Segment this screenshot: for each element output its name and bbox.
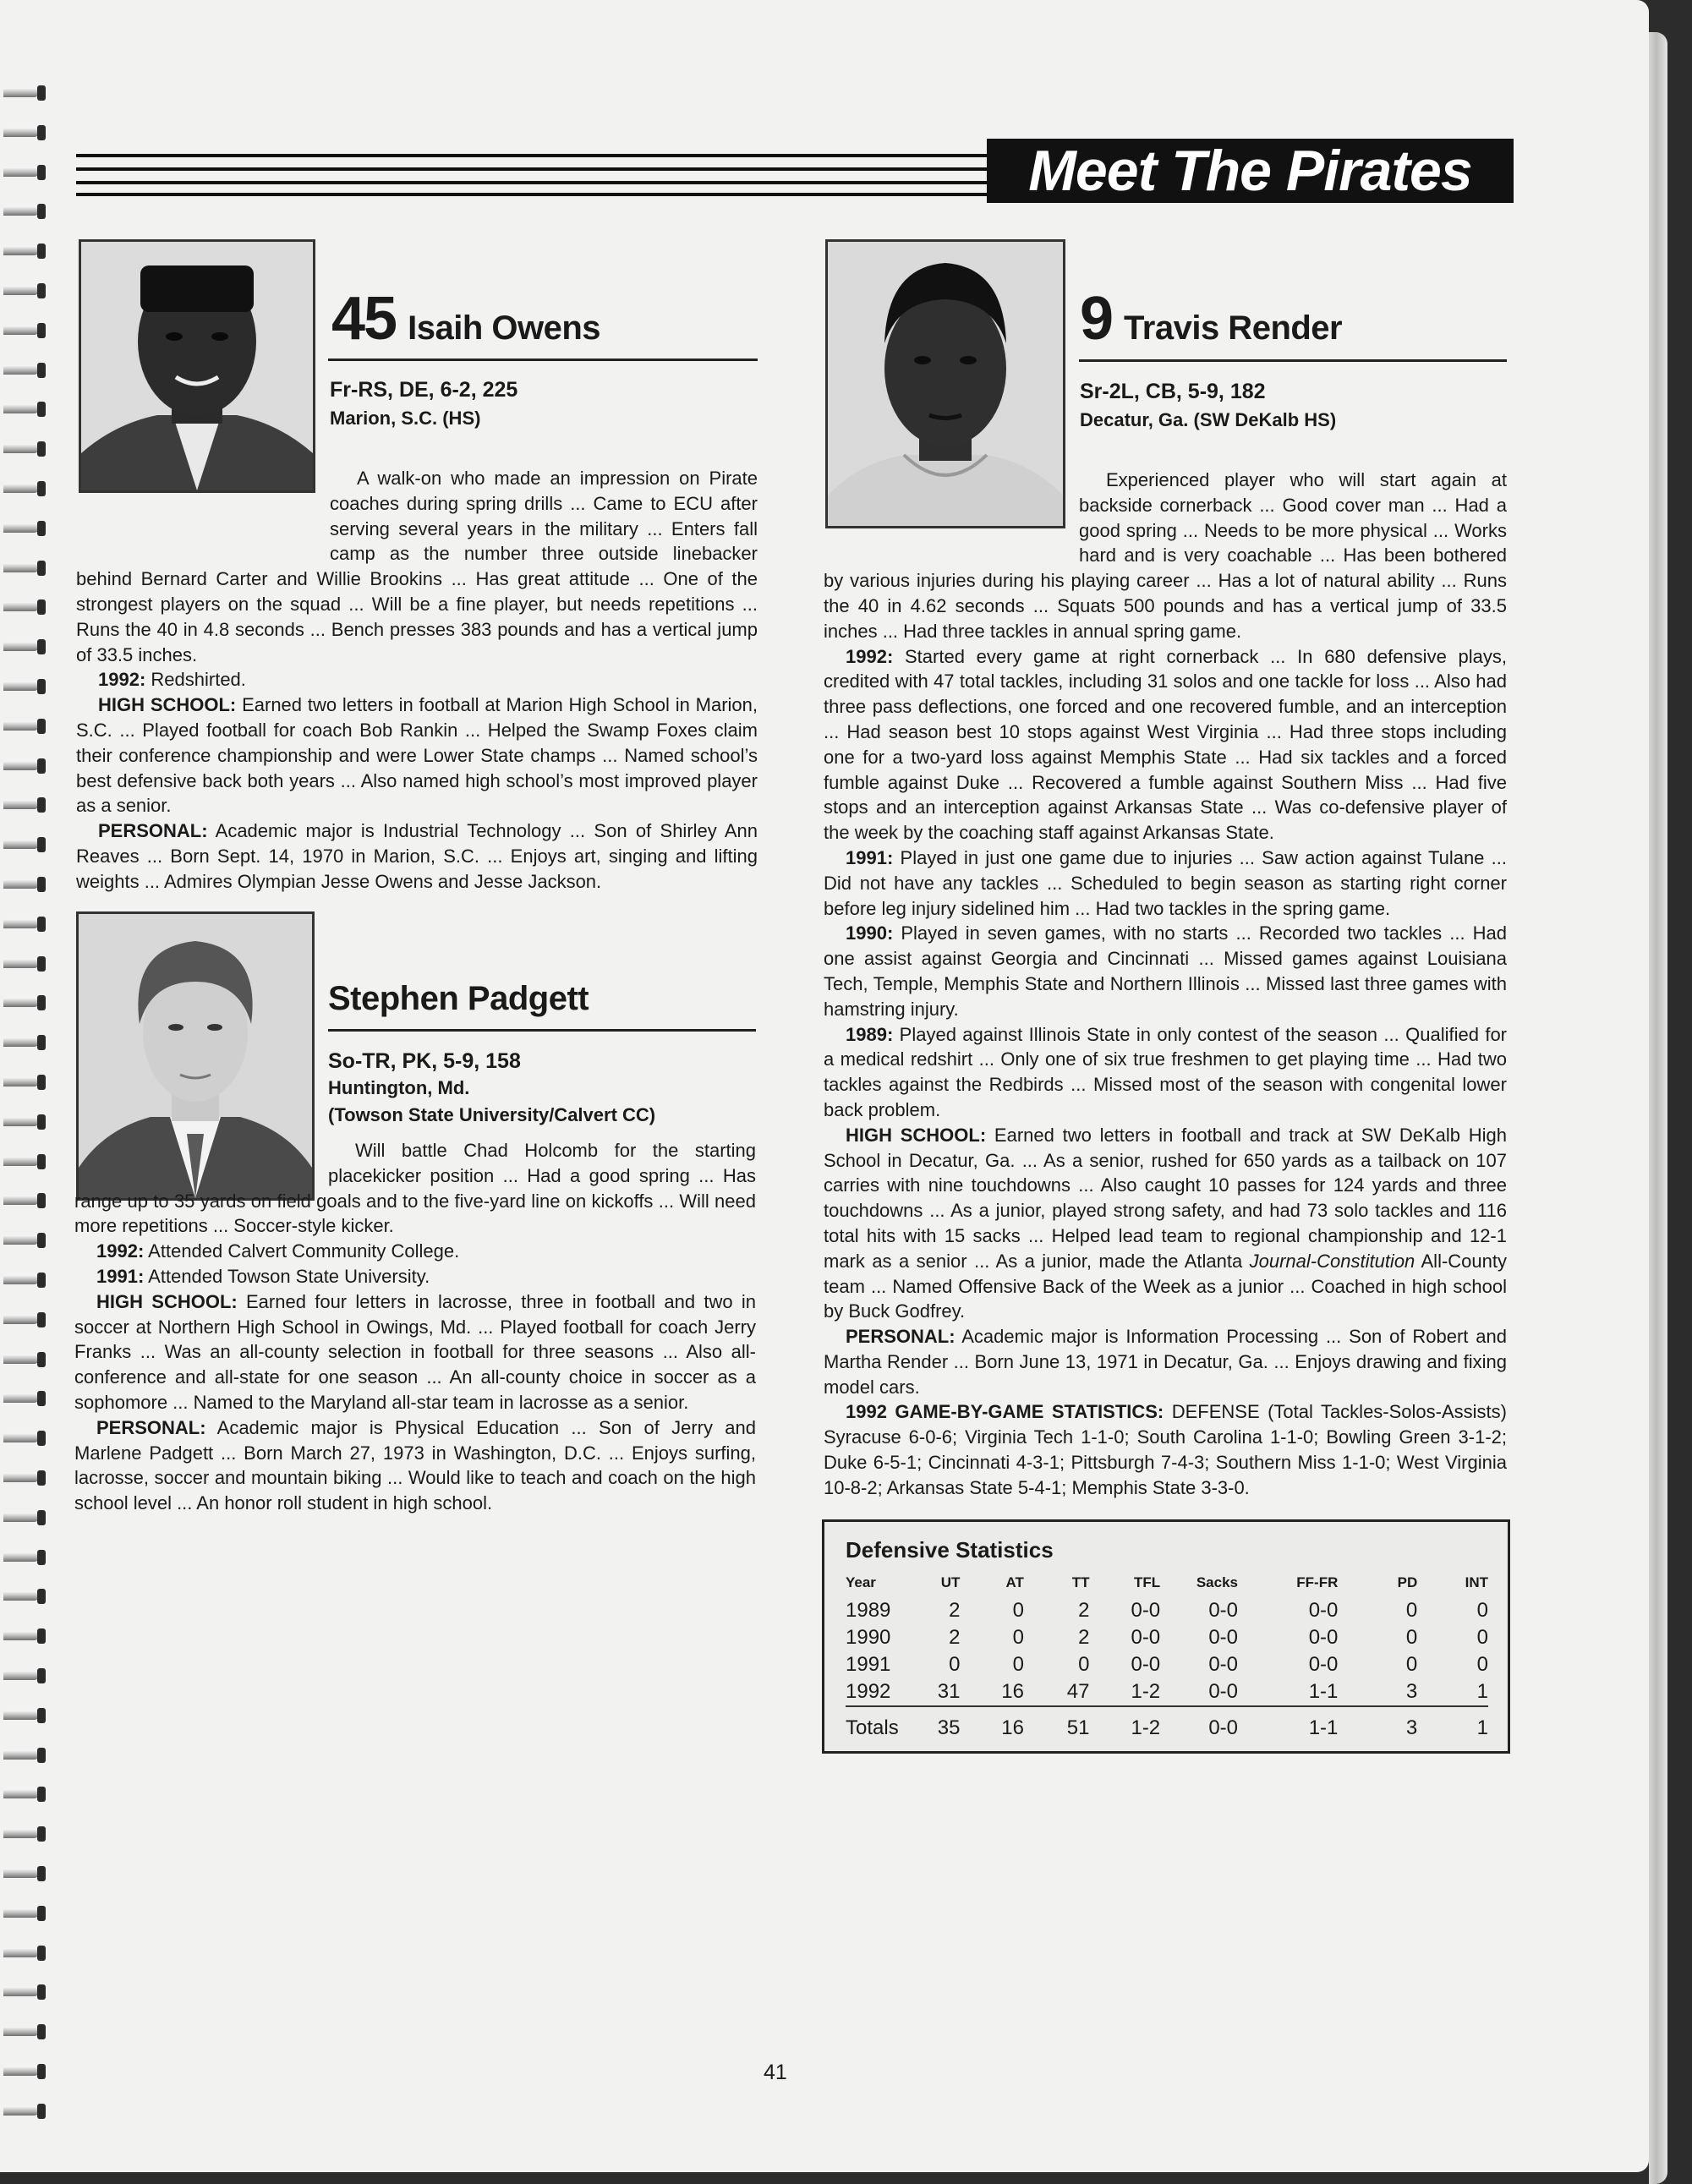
stat-cell: 0-0 bbox=[1308, 1653, 1339, 1676]
hometown: Huntington, Md. bbox=[328, 1077, 470, 1098]
row-label: 1990 bbox=[846, 1626, 891, 1649]
column-header: AT bbox=[1005, 1574, 1024, 1590]
bio-text: Academic major is Physical Education ... Son of Jerry and Marlene Padgett ... Born March 27, 1973 in Washington, D.C. ... Enjoys surfing, lacrosse, soccer and mountain biking ... Would like to teach and coach on the high school level ... An honor roll student in high school. bbox=[74, 1416, 756, 1514]
stat-cell: 1-1 bbox=[1308, 1716, 1339, 1739]
player-meta-padgett bbox=[328, 1048, 655, 1129]
spiral-binding bbox=[0, 0, 51, 2172]
binding-coil bbox=[3, 1430, 42, 1450]
stat-cell: 31 bbox=[900, 1678, 960, 1706]
player-meta-owens bbox=[330, 375, 517, 433]
stat-cell: 16 bbox=[1001, 1716, 1024, 1739]
page-edge bbox=[1649, 32, 1667, 2184]
stat-cell: 0-0 bbox=[1208, 1626, 1238, 1649]
binding-coil bbox=[3, 243, 42, 263]
stat-cell: 2 bbox=[949, 1626, 961, 1649]
stat-cell: 51 bbox=[1066, 1716, 1090, 1739]
column-header: Sacks bbox=[1196, 1574, 1238, 1590]
stat-cell: 3 bbox=[1338, 1678, 1417, 1706]
bio-label: 1990: bbox=[846, 922, 894, 944]
name-rule bbox=[1079, 359, 1507, 362]
binding-coil bbox=[3, 2023, 42, 2044]
stat-cell: 0-0 bbox=[1208, 1653, 1238, 1676]
stats-row bbox=[846, 1678, 1488, 1706]
binding-coil bbox=[3, 1192, 42, 1212]
player-bio-padgett bbox=[74, 1138, 756, 1516]
column-header: INT bbox=[1465, 1574, 1488, 1590]
stat-cell: 0 bbox=[1476, 1599, 1488, 1622]
bio-text-italic: Journal-Constitution bbox=[1249, 1250, 1415, 1272]
stat-cell: 0-0 bbox=[1131, 1653, 1161, 1676]
bio-label: 1991: bbox=[846, 846, 894, 868]
bio-intro: A walk-on who made an impression on Pirate coaches during spring drills ... Came to ECU after serving several years in the military ... Enters fall camp as the number three outside linebacker behind Bernard Carter and Willie Brookins ... Has great attitude ... One of the strongest players on the squad ... Will be a fine player, but needs repetitions ... Runs the 40 in 4.8 seconds ... Bench presses 383 pounds and has a vertical jump of 33.5 inches. bbox=[76, 468, 758, 665]
player-photo-owens bbox=[79, 239, 315, 493]
binding-coil bbox=[3, 1272, 42, 1292]
stats-row bbox=[846, 1651, 1488, 1678]
section-title: Meet The Pirates bbox=[987, 139, 1514, 203]
bio-text: Played in seven games, with no starts ... Recorded two tackles ... Had one assist against Georgia and Cincinnati ... Missed games against Louisiana Tech, Temple, Memphis State and Northern Illinois ... Missed last three games with hamstring injury. bbox=[824, 922, 1507, 1020]
binding-coil bbox=[3, 955, 42, 976]
row-label: Totals bbox=[846, 1716, 899, 1739]
stat-cell: 0 bbox=[1078, 1653, 1090, 1676]
column-header: TFL bbox=[1134, 1574, 1161, 1590]
binding-coil bbox=[3, 1588, 42, 1608]
binding-coil bbox=[3, 1628, 42, 1648]
player-meta-render bbox=[1080, 377, 1336, 435]
binding-coil bbox=[3, 203, 42, 223]
stat-cell: 0 bbox=[1012, 1599, 1024, 1622]
binding-coil bbox=[3, 2103, 42, 2123]
stat-cell: 0 bbox=[1405, 1626, 1418, 1649]
row-label: 1991 bbox=[846, 1653, 891, 1676]
binding-coil bbox=[3, 994, 42, 1015]
bio-label: HIGH SCHOOL: bbox=[846, 1124, 987, 1146]
name-rule bbox=[328, 359, 758, 361]
stat-cell: 0 bbox=[1405, 1599, 1418, 1622]
jersey-number: 45 bbox=[331, 285, 397, 353]
position-line: Sr-2L, CB, 5-9, 182 bbox=[1080, 380, 1266, 403]
stat-cell: 1-2 bbox=[1089, 1678, 1160, 1706]
binding-coil bbox=[3, 401, 42, 421]
stat-cell: 35 bbox=[937, 1716, 961, 1739]
bio-label: 1992 GAME-BY-GAME STATISTICS: bbox=[846, 1401, 1164, 1423]
bio-label: HIGH SCHOOL: bbox=[98, 694, 237, 716]
stat-cell: 0-0 bbox=[1308, 1626, 1339, 1649]
page-number: 41 bbox=[764, 2061, 787, 2084]
stat-cell: 0 bbox=[1012, 1653, 1024, 1676]
binding-coil bbox=[3, 678, 42, 698]
stat-cell: 0 bbox=[1476, 1653, 1488, 1676]
stats-totals-row bbox=[846, 1706, 1488, 1743]
bio-text: Earned two letters in football at Marion High School in Marion, S.C. ... Played football for coach Bob Rankin ... Helped the Swamp Foxes claim their conference championship and were Lower State champs ... Named school’s best defensive back both years ... Also named high school’s most improved player as a senior. bbox=[76, 694, 758, 817]
player-name-block-padgett bbox=[328, 980, 589, 1018]
stat-cell: 1-2 bbox=[1131, 1716, 1161, 1739]
binding-coil bbox=[3, 1786, 42, 1806]
stat-cell: 0 bbox=[949, 1653, 961, 1676]
stat-cell: 0-0 bbox=[1131, 1626, 1161, 1649]
stat-cell: 2 bbox=[949, 1599, 961, 1622]
binding-coil bbox=[3, 876, 42, 896]
binding-coil bbox=[3, 1351, 42, 1371]
binding-coil bbox=[3, 1667, 42, 1688]
player-portrait-icon bbox=[81, 242, 313, 490]
bio-text: DEFENSE (Total Tackles-Solos-Assists) Syracuse 6-0-6; Virginia Tech 1-1-0; South Carolina 1-1-0; Bowling Green 3-1-2; Duke 6-5-1; Cincinnati 4-3-1; Pittsburgh 7-4-3; Southern Miss 1-1-0; West Virginia 10-8-2; Arkansas State 5-4-1; Memphis State 3-3-0. bbox=[824, 1401, 1507, 1498]
binding-coil bbox=[3, 1825, 42, 1846]
bio-text: Academic major is Industrial Technology ... Son of Shirley Ann Reaves ... Born Sept. 14, 1970 in Marion, S.C. ... Enjoys art, singing and lifting weights ... Admires Olympian Jesse Owens and Jesse Jackson. bbox=[76, 820, 758, 892]
bio-label: PERSONAL: bbox=[98, 820, 208, 842]
bio-intro: Will battle Chad Holcomb for the starting placekicker position ... Had a good spring ... Has range up to 35 yards on field goals and to the five-yard line on kickoffs ... Will need more repetitions ... Soccer-style kicker. bbox=[74, 1140, 756, 1237]
stat-cell: 1 bbox=[1417, 1678, 1488, 1706]
bio-text: All-County team ... Named Offensive Back of the Week as a junior ... Coached in high school by Buck Godfrey. bbox=[824, 1250, 1507, 1322]
hometown: Marion, S.C. (HS) bbox=[330, 408, 481, 429]
binding-coil bbox=[3, 164, 42, 184]
binding-coil bbox=[3, 1747, 42, 1767]
stats-header-row bbox=[846, 1574, 1488, 1597]
column-header: TT bbox=[1071, 1574, 1090, 1590]
bio-label: 1991: bbox=[96, 1265, 145, 1287]
column-header: FF-FR bbox=[1296, 1574, 1339, 1590]
stats-title: Defensive Statistics bbox=[846, 1537, 1054, 1563]
position-line: Fr-RS, DE, 6-2, 225 bbox=[330, 378, 518, 402]
binding-coil bbox=[3, 124, 42, 145]
binding-coil bbox=[3, 322, 42, 342]
bio-label: PERSONAL: bbox=[96, 1416, 206, 1438]
stat-cell: 0-0 bbox=[1208, 1599, 1238, 1622]
stat-cell: 0 bbox=[1405, 1653, 1418, 1676]
binding-coil bbox=[3, 520, 42, 540]
binding-coil bbox=[3, 1470, 42, 1490]
binding-coil bbox=[3, 480, 42, 501]
bio-label: 1989: bbox=[846, 1023, 894, 1045]
stats-body bbox=[846, 1597, 1488, 1743]
bio-text: Attended Calvert Community College. bbox=[144, 1240, 460, 1262]
player-bio-render bbox=[824, 468, 1507, 1501]
stat-cell: 16 bbox=[960, 1678, 1024, 1706]
binding-coil bbox=[3, 638, 42, 659]
binding-coil bbox=[3, 1390, 42, 1410]
bio-label: 1992: bbox=[846, 645, 894, 667]
stats-row bbox=[846, 1597, 1488, 1624]
binding-coil bbox=[3, 1034, 42, 1054]
stat-cell: 47 bbox=[1024, 1678, 1090, 1706]
hometown: Decatur, Ga. (SW DeKalb HS) bbox=[1080, 409, 1337, 430]
player-name: Travis Render bbox=[1124, 309, 1343, 347]
binding-coil bbox=[3, 1114, 42, 1134]
player-name: Isaih Owens bbox=[408, 309, 601, 347]
bio-label: PERSONAL: bbox=[846, 1326, 956, 1348]
column-header: Year bbox=[846, 1574, 876, 1590]
player-name-block-render bbox=[1080, 284, 1342, 353]
binding-coil bbox=[3, 1074, 42, 1094]
row-label: 1989 bbox=[846, 1599, 891, 1622]
row-label: 1992 bbox=[846, 1678, 900, 1706]
binding-coil bbox=[3, 758, 42, 778]
binding-coil bbox=[3, 1905, 42, 1925]
bio-label: 1992: bbox=[98, 669, 146, 691]
stats-row bbox=[846, 1624, 1488, 1651]
bio-text: Played in just one game due to injuries ... Saw action against Tulane ... Did not have any tackles ... Scheduled to begin season as starting right corner before leg injury sidelined him ... Had two tackles in the spring game. bbox=[824, 846, 1507, 919]
bio-text: Redshirted. bbox=[145, 669, 246, 691]
binding-coil bbox=[3, 441, 42, 461]
binding-coil bbox=[3, 1984, 42, 2004]
stat-cell: 3 bbox=[1405, 1716, 1418, 1739]
header-rules bbox=[76, 154, 989, 196]
defensive-stats-box bbox=[822, 1519, 1510, 1754]
bio-text: Played against Illinois State in only contest of the season ... Qualified for a medical redshirt ... Only one of six true freshmen to get playing time ... Had two tackles against the Redbirds ... Missed most of the season with congenital lower back problem. bbox=[824, 1023, 1507, 1120]
name-rule bbox=[328, 1029, 756, 1032]
stat-cell: 0 bbox=[1012, 1626, 1024, 1649]
stat-cell: 0-0 bbox=[1131, 1599, 1161, 1622]
binding-coil bbox=[3, 836, 42, 857]
bio-label: 1992: bbox=[96, 1240, 145, 1262]
stat-cell: 2 bbox=[1078, 1626, 1090, 1649]
bio-intro: Experienced player who will start again at backside cornerback ... Good cover man ... Had a good spring ... Needs to be more physical ... Works hard and is very coachable ... Has been bothered by various injuries during his playing career ... Has a lot of natural ability ... Runs the 40 in 4.62 seconds ... Squats 500 pounds and has a vertical jump of 33.5 inches ... Had three tackles in annual spring game. bbox=[824, 469, 1507, 642]
stat-cell: 0-0 bbox=[1308, 1599, 1339, 1622]
binding-coil bbox=[3, 2063, 42, 2083]
binding-coil bbox=[3, 1707, 42, 1727]
bio-text: Started every game at right cornerback ... In 680 defensive plays, credited with 47 total tackles, including 31 solos and one tackle for loss ... Also had three pass deflections, one forced and one recovered fumble, and an interception ... Had season best 10 stops against West Virginia ... Had three stops including one for a two-yard loss against Memphis State ... Had six tackles and a forced fumble against Duke ... Recovered a fumble against Southern Miss ... Had five stops and an interception against Arkansas State ... Was co-defensive player of the week by the coaching staff against Arkansas State. bbox=[824, 645, 1507, 844]
binding-coil bbox=[3, 1865, 42, 1886]
player-name: Stephen Padgett bbox=[328, 980, 589, 1017]
bio-text: Earned four letters in lacrosse, three in football and two in soccer at Northern High School in Owings, Md. ... Played football for coach Jerry Franks ... Was an all-county selection in football for three seasons ... Also all-conference and all-state for one season ... An all-county choice in soccer as a sophomore ... Named to the Maryland all-star team in lacrosse as a senior. bbox=[74, 1290, 756, 1413]
bio-label: HIGH SCHOOL: bbox=[96, 1290, 238, 1312]
stat-cell: 0-0 bbox=[1160, 1678, 1238, 1706]
column-header: PD bbox=[1397, 1574, 1418, 1590]
defensive-stats-table bbox=[846, 1574, 1488, 1743]
column-header: UT bbox=[940, 1574, 961, 1590]
binding-coil bbox=[3, 282, 42, 303]
binding-coil bbox=[3, 1945, 42, 1965]
binding-coil bbox=[3, 1509, 42, 1530]
stat-cell: 1-1 bbox=[1238, 1678, 1338, 1706]
bio-text: Attended Towson State University. bbox=[144, 1265, 430, 1287]
position-line: So-TR, PK, 5-9, 158 bbox=[328, 1049, 521, 1073]
binding-coil bbox=[3, 1549, 42, 1569]
stat-cell: 2 bbox=[1078, 1599, 1090, 1622]
bio-text: Academic major is Information Processing ... Son of Robert and Martha Render ... Born June 13, 1971 in Decatur, Ga. ... Enjoys drawing and fixing model cars. bbox=[824, 1326, 1507, 1398]
binding-coil bbox=[3, 718, 42, 738]
player-name-block-owens bbox=[331, 284, 600, 353]
stat-cell: 0-0 bbox=[1208, 1716, 1238, 1739]
binding-coil bbox=[3, 916, 42, 936]
bio-text: Earned two letters in football and track at SW DeKalb High School in Decatur, Ga. ... As a senior, rushed for 650 yards as a tailback on 107 carries with nine touchdowns ... Also caught 10 passes for 124 yards and three touchdowns ... As a junior, played strong safety, and had 73 solo tackles and 116 total hits with 15 sacks ... Helped lead team to regional championship and 12-1 mark as a senior ... As a junior, made the Atlanta bbox=[824, 1124, 1508, 1272]
binding-coil bbox=[3, 85, 42, 105]
binding-coil bbox=[3, 1153, 42, 1174]
player-bio-owens bbox=[76, 466, 758, 895]
binding-coil bbox=[3, 560, 42, 580]
jersey-number: 9 bbox=[1080, 285, 1113, 353]
stat-cell: 0 bbox=[1476, 1626, 1488, 1649]
prior-school: (Towson State University/Calvert CC) bbox=[328, 1104, 656, 1125]
binding-coil bbox=[3, 599, 42, 619]
stat-cell: 1 bbox=[1476, 1716, 1488, 1739]
binding-coil bbox=[3, 1311, 42, 1332]
binding-coil bbox=[3, 796, 42, 817]
binding-coil bbox=[3, 1232, 42, 1252]
binding-coil bbox=[3, 362, 42, 382]
